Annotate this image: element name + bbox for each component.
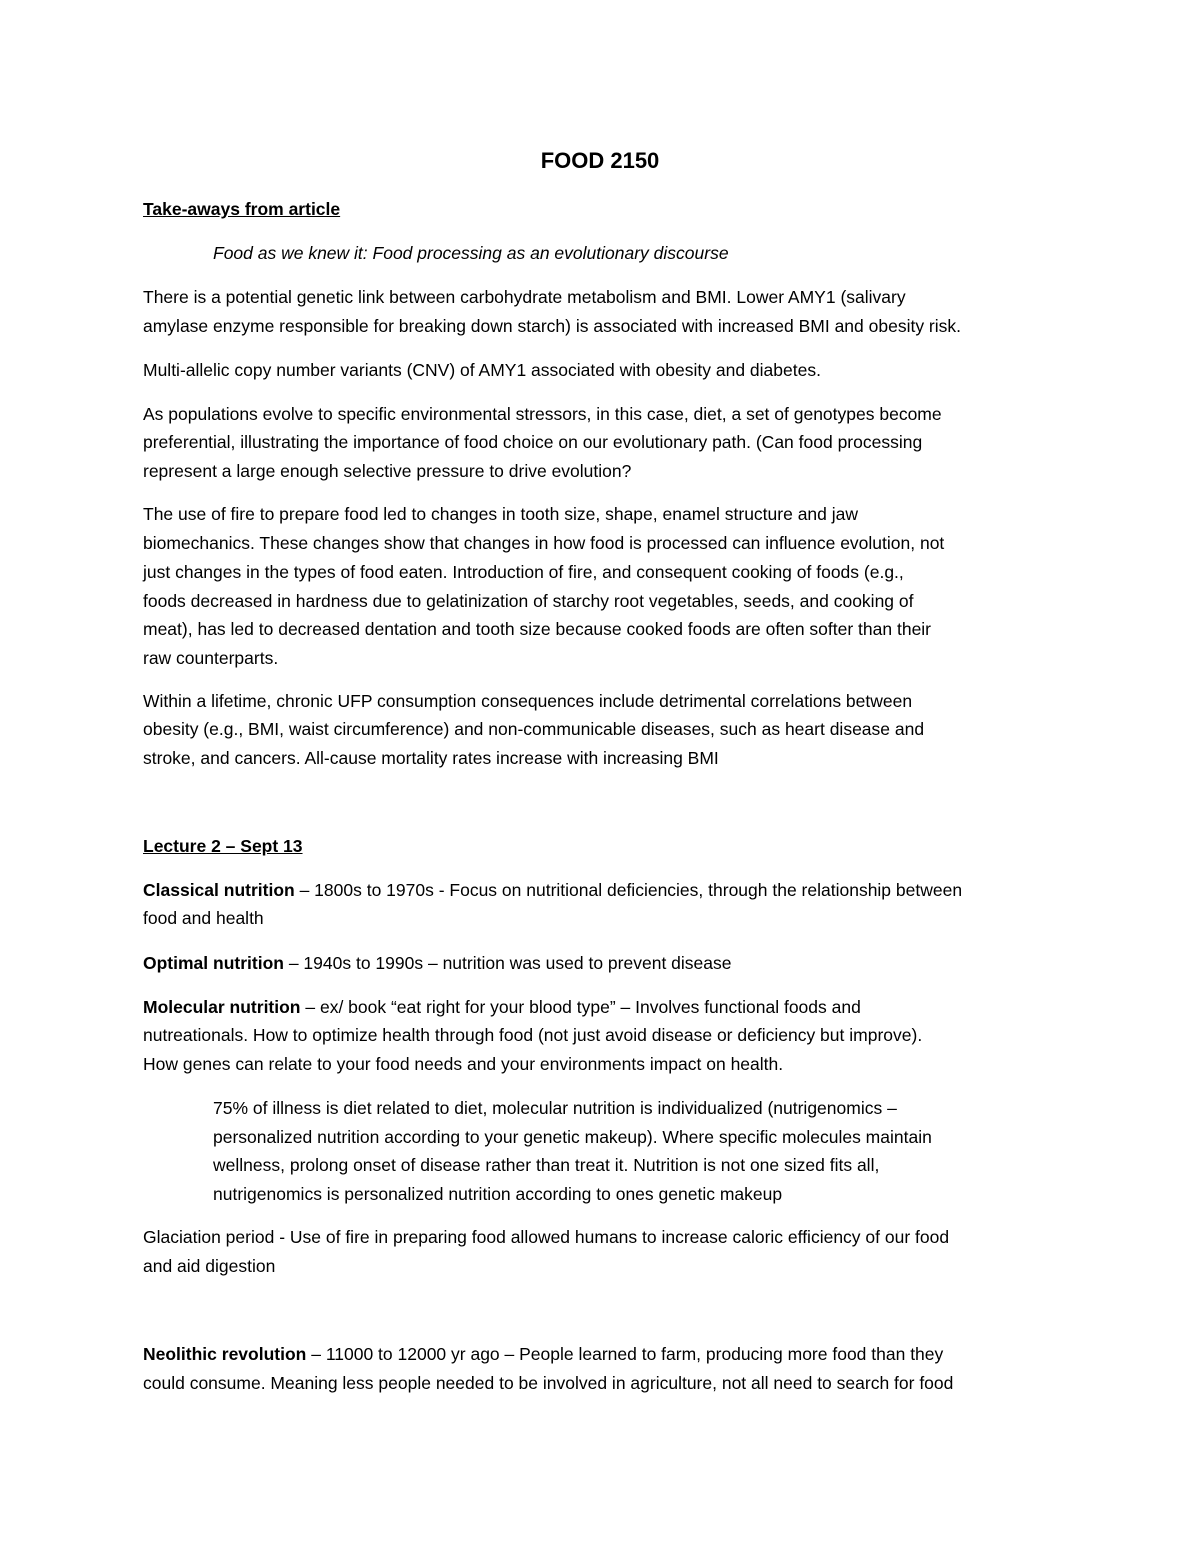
- paragraph-line: Glaciation period - Use of fire in preparing food allowed humans to increase caloric efficiency of our food: [143, 1227, 950, 1247]
- term-label: Neolithic revolution: [143, 1344, 307, 1364]
- paragraph-line: could consume. Meaning less people needed to be involved in agriculture, not all need to search for food: [143, 1373, 954, 1393]
- term-neolithic-revolution: [143, 1343, 943, 1365]
- paragraph-line: represent a large enough selective pressure to drive evolution?: [143, 461, 632, 481]
- paragraph-line: just changes in the types of food eaten. Introduction of fire, and consequent cooking of foods (e.g.,: [143, 562, 904, 582]
- paragraph-line: preferential, illustrating the importance of food choice on our evolutionary path. (Can food processing: [143, 432, 923, 452]
- term-label: Molecular nutrition: [143, 997, 301, 1017]
- term-description: – 11000 to 12000 yr ago – People learned to farm, producing more food than they: [306, 1344, 944, 1364]
- indented-line: personalized nutrition according to your genetic makeup). Where specific molecules maintain: [213, 1127, 932, 1147]
- paragraph-line: and aid digestion: [143, 1256, 276, 1276]
- paragraph-line: amylase enzyme responsible for breaking down starch) is associated with increased BMI and obesity risk.: [143, 316, 962, 336]
- indented-line: nutrigenomics is personalized nutrition according to ones genetic makeup: [213, 1184, 783, 1204]
- paragraph-line: biomechanics. These changes show that changes in how food is processed can influence evolution, not: [143, 533, 945, 553]
- term-description: – ex/ book “eat right for your blood type” – Involves functional foods and: [300, 997, 861, 1017]
- term-molecular-nutrition: [143, 996, 861, 1018]
- paragraph-line: obesity (e.g., BMI, waist circumference) and non-communicable diseases, such as heart disease and: [143, 719, 925, 739]
- term-description: – 1800s to 1970s - Focus on nutritional deficiencies, through the relationship between: [294, 880, 963, 900]
- paragraph-line: food and health: [143, 908, 264, 928]
- term-classical-nutrition: [143, 879, 962, 901]
- paragraph-line: As populations evolve to specific environmental stressors, in this case, diet, a set of genotypes become: [143, 404, 942, 424]
- paragraph-line: stroke, and cancers. All-cause mortality rates increase with increasing BMI: [143, 748, 719, 768]
- document-title: FOOD 2150: [540, 148, 660, 173]
- term-description: – 1940s to 1990s – nutrition was used to prevent disease: [283, 953, 732, 973]
- paragraph-line: There is a potential genetic link between carbohydrate metabolism and BMI. Lower AMY1 (salivary: [143, 287, 906, 307]
- paragraph-line: nutreationals. How to optimize health through food (not just avoid disease or deficiency but improve).: [143, 1025, 923, 1045]
- section-heading-lecture-2: Lecture 2 – Sept 13: [143, 836, 303, 856]
- section-heading-takeaways: Take-aways from article: [143, 199, 341, 219]
- indented-line: wellness, prolong onset of disease rather than treat it. Nutrition is not one sized fits all,: [213, 1155, 880, 1175]
- indented-line: 75% of illness is diet related to diet, molecular nutrition is individualized (nutrigenomics –: [213, 1098, 897, 1118]
- article-title: Food as we knew it: Food processing as an evolutionary discourse: [213, 243, 729, 263]
- paragraph-line: meat), has led to decreased dentation and tooth size because cooked foods are often softer than their: [143, 619, 932, 639]
- term-label: Optimal nutrition: [143, 953, 284, 973]
- paragraph-line: How genes can relate to your food needs and your environments impact on health.: [143, 1054, 784, 1074]
- paragraph-line: raw counterparts.: [143, 648, 279, 668]
- paragraph-line: The use of fire to prepare food led to changes in tooth size, shape, enamel structure and jaw: [143, 504, 859, 524]
- term-label: Classical nutrition: [143, 880, 295, 900]
- term-optimal-nutrition: [143, 952, 731, 974]
- paragraph-line: foods decreased in hardness due to gelatinization of starchy root vegetables, seeds, and cooking of: [143, 591, 914, 611]
- paragraph-line: Multi-allelic copy number variants (CNV) of AMY1 associated with obesity and diabetes.: [143, 360, 821, 380]
- paragraph-line: Within a lifetime, chronic UFP consumption consequences include detrimental correlations between: [143, 691, 913, 711]
